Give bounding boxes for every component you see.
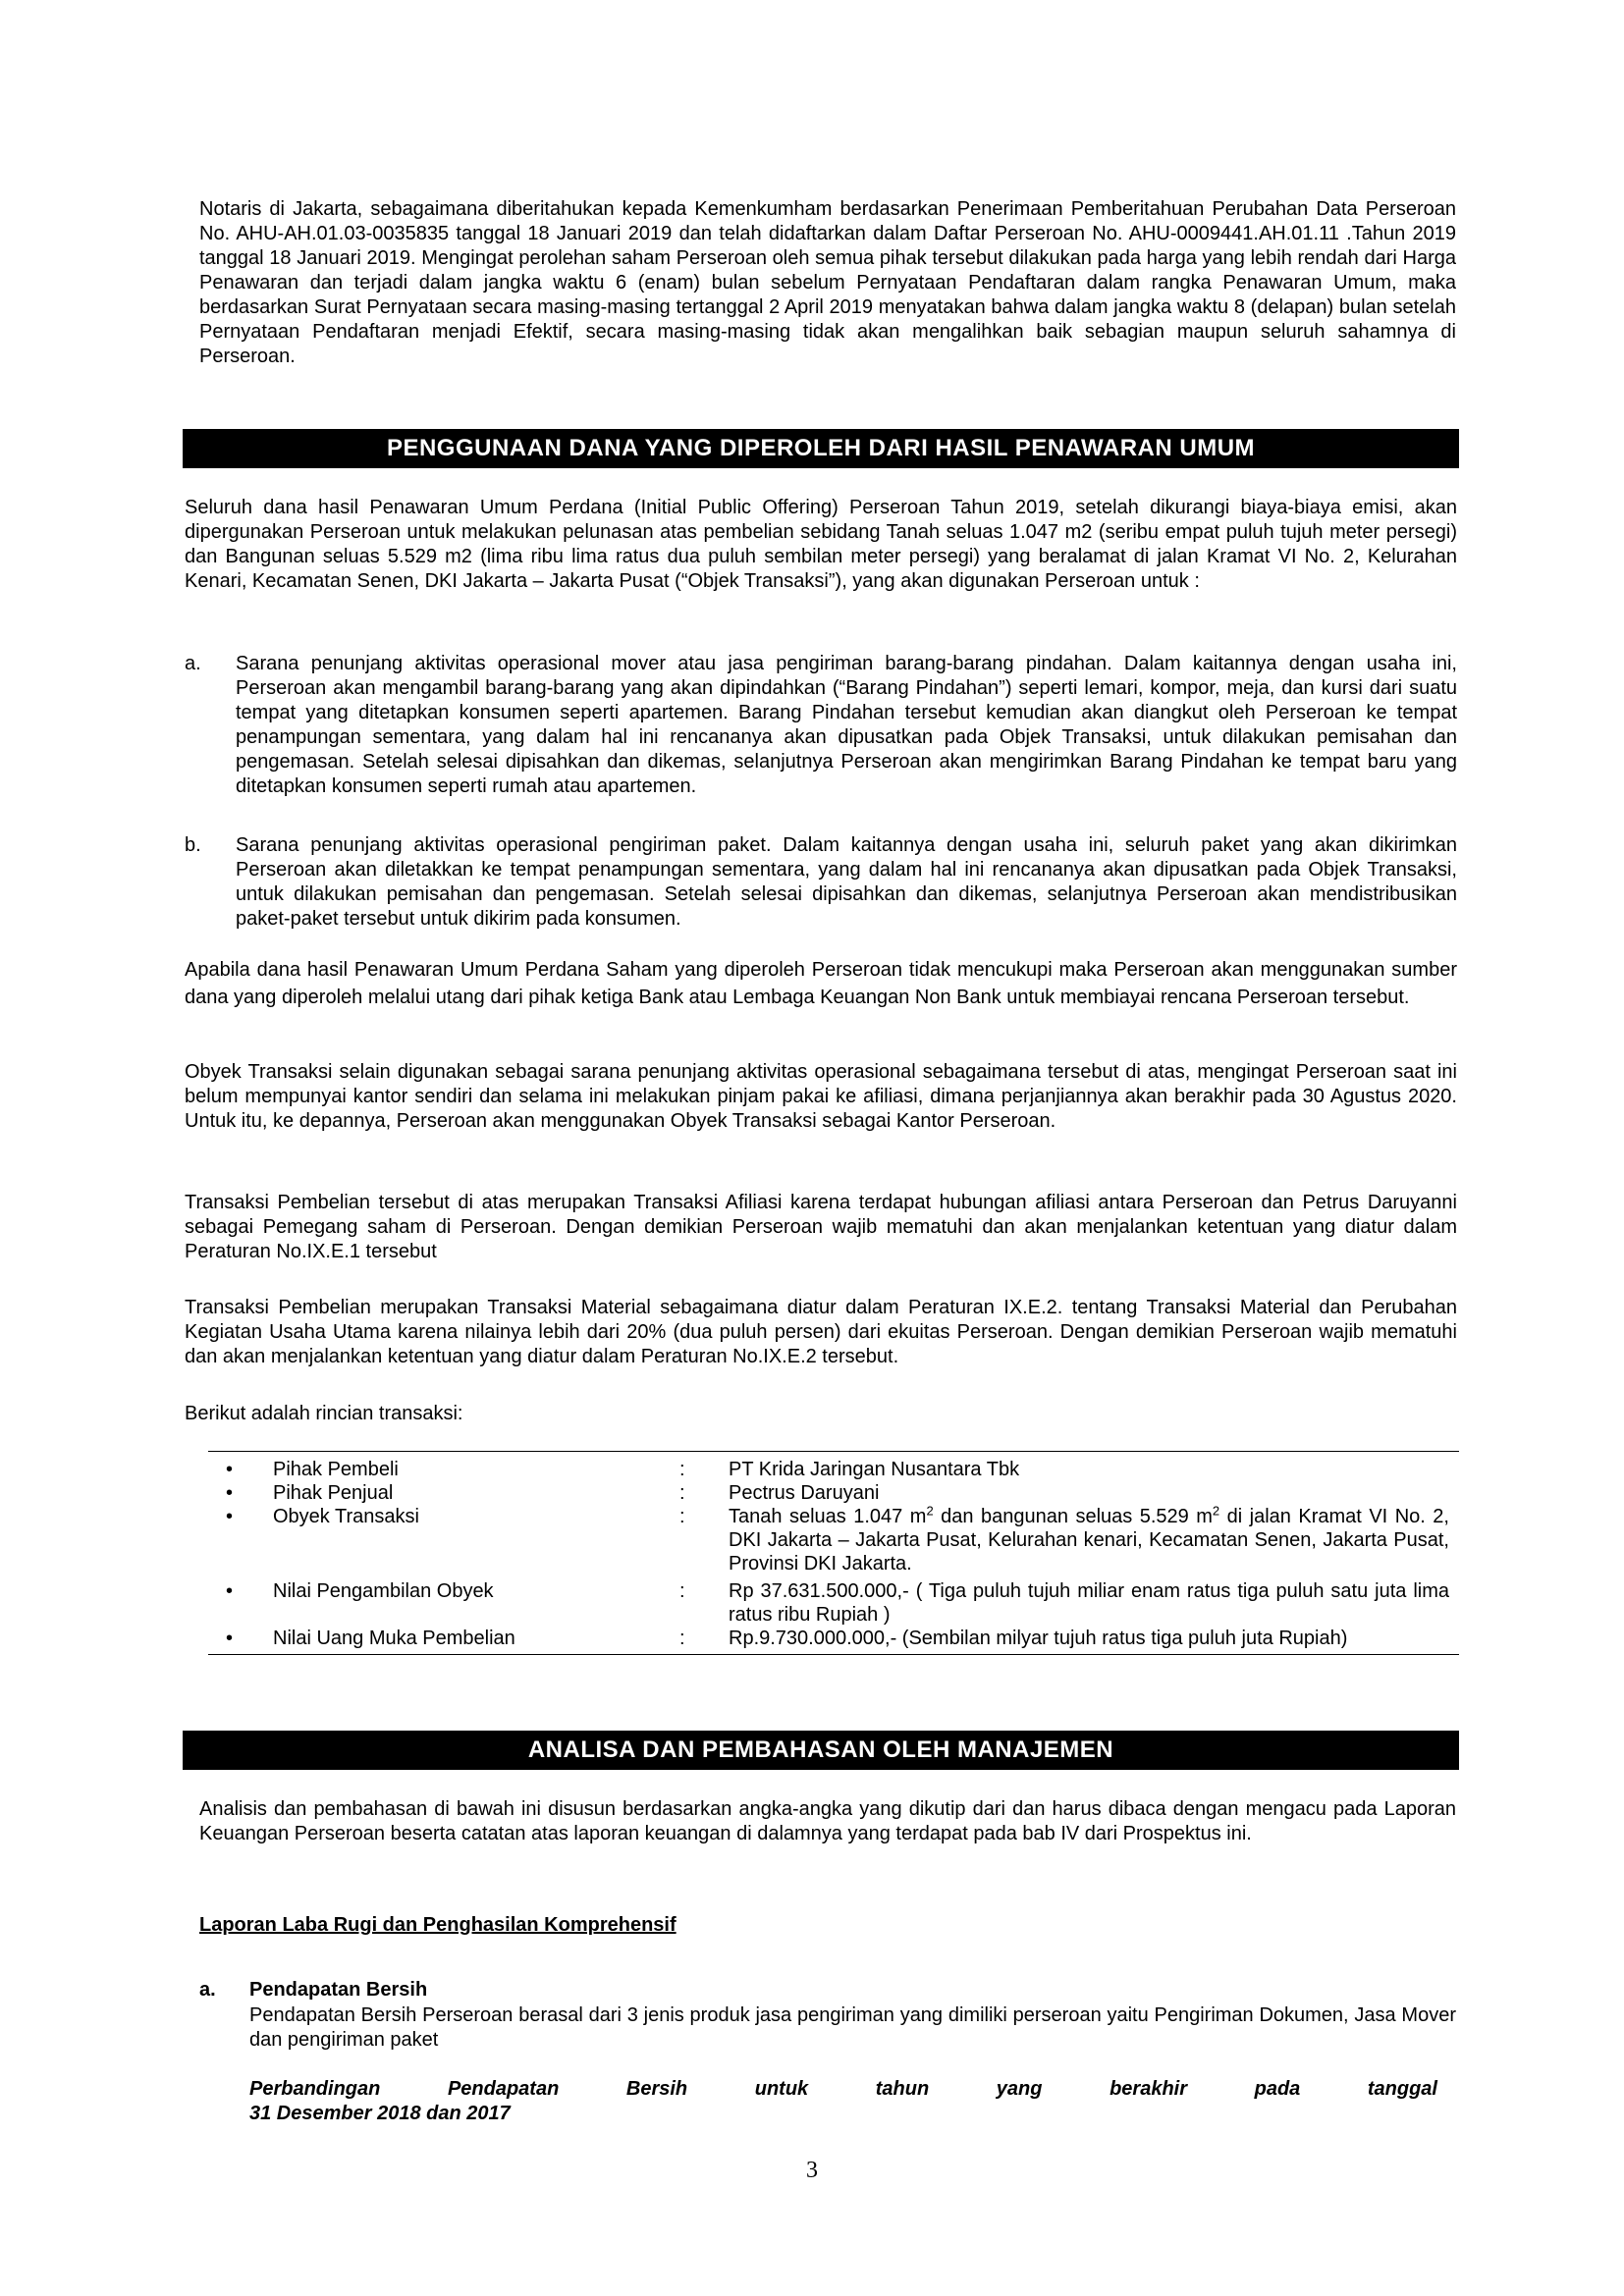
value-part: di jalan Kramat VI No. 2, DKI Jakarta – Jakarta Pusat, Kelurahan kenari, Kecamatan Senen, Jakarta Pusat, Provinsi DKI Jakarta. [729,1506,1449,1575]
transaction-details-table [208,1451,1459,1655]
item-marker-a: a. [199,1979,216,2001]
item-title-pendapatan-bersih: Pendapatan Bersih [249,1979,428,2001]
list-item-text: Sarana penunjang aktivitas operasional pengiriman paket. Dalam kaitannya dengan usaha ini, seluruh paket yang akan dikirimkan Perseroan akan diletakkan ke tempat penampungan sementara, yang dalam hal ini rencananya akan dipusatkan pada Objek Transaksi, untuk dilakukan pemisahan dan pengemasan. Setelah selesai dipisahkan dan dikemas, selanjutnya Perseroan akan mendistribusikan paket-paket tersebut untuk dikirim pada konsumen. [236,834,1457,930]
list-marker: a. [185,653,201,674]
bullet: • [226,1482,234,1504]
row-value: Rp.9.730.000.000,- (Sembilan milyar tujuh ratus tiga puluh juta Rupiah) [729,1628,1348,1649]
section-heading-penggunaan-dana: PENGGUNAAN DANA YANG DIPEROLEH DARI HASIL PENAWARAN UMUM [183,429,1459,468]
row-label: Pihak Pembeli [273,1459,399,1480]
row-colon: : [679,1580,685,1602]
table-row [208,1579,1459,1627]
section1-paragraph-4: Transaksi Pembelian tersebut di atas merupakan Transaksi Afiliasi karena terdapat hubungan afiliasi antara Perseroan dan Petrus Daruyanni sebagai Pemegang saham di Perseroan. Dengan demikian Perseroan wajib mematuhi dan akan menjalankan ketentuan yang diatur dalam Peraturan No.IX.E.1 tersebut [185,1192,1457,1262]
list-item-a [185,652,1457,809]
superscript: 2 [926,1503,934,1519]
table-row [208,1505,1459,1575]
row-label: Nilai Pengambilan Obyek [273,1580,494,1602]
section1-paragraph-6: Berikut adalah rincian transaksi: [185,1403,463,1424]
row-label: Nilai Uang Muka Pembelian [273,1628,515,1649]
value-part: dan bangunan seluas 5.529 m [933,1506,1213,1527]
page-number: 3 [806,2158,818,2183]
value-part: Tanah seluas 1.047 m [729,1506,927,1527]
section-heading-analisa: ANALISA DAN PEMBAHASAN OLEH MANAJEMEN [183,1731,1459,1770]
row-value: Rp 37.631.500.000,- ( Tiga puluh tujuh miliar enam ratus tiga puluh satu juta lima ratus ribu Rupiah ) [729,1580,1449,1626]
bullet: • [226,1628,234,1649]
section1-paragraph-3: Obyek Transaksi selain digunakan sebagai sarana penunjang aktivitas operasional sebagaimana tersebut di atas, mengingat Perseroan saat ini belum mempunyai kantor sendiri dan selama ini melakukan pinjam pakai ke afiliasi, dimana perjanjiannya akan berakhir pada 30 Agustus 2020. Untuk itu, ke depannya, Perseroan akan menggunakan Obyek Transaksi sebagai Kantor Perseroan. [185,1061,1457,1132]
subheading-laba-rugi: Laporan Laba Rugi dan Penghasilan Komprehensif [199,1914,677,1936]
table-row [208,1458,1459,1481]
bullet: • [226,1580,234,1602]
table-row [208,1481,1459,1505]
row-value [729,1505,1459,1575]
section2-paragraph-1: Analisis dan pembahasan di bawah ini disusun berdasarkan angka-angka yang dikutip dari dan harus dibaca dengan mengacu pada Laporan Keuangan Perseroan beserta catatan atas laporan keuangan di dalamnya yang terdapat pada bab IV dari Prospektus ini. [199,1798,1456,1844]
list-item-text: Sarana penunjang aktivitas operasional mover atau jasa pengiriman barang-barang pindahan. Dalam kaitannya dengan usaha ini, Perseroan akan mengambil barang-barang yang akan dipindahkan (“Barang Pindahan”) seperti lemari, kompor, meja, dan kursi dari suatu tempat yang ditetapkan konsumen seperti apartemen. Barang Pindahan tersebut kemudian akan diangkut oleh Perseroan ke tempat penampungan sementara, yang dalam hal ini rencananya akan dipusatkan pada Objek Transaksi, untuk dilakukan pemisahan dan pengemasan. Setelah selesai dipisahkan dan dikemas, selanjutnya Perseroan akan mengirimkan Barang Pindahan ke tempat baru yang ditetapkan konsumen seperti rumah atau apartemen. [236,653,1457,797]
row-colon: : [679,1628,685,1649]
intro-paragraph: Notaris di Jakarta, sebagaimana diberitahukan kepada Kemenkumham berdasarkan Penerimaan Pemberitahuan Perubahan Data Perseroan No. AHU-AH.01.03-0035835 tanggal 18 Januari 2019 dan telah didaftarkan dalam Daftar Perseroan No. AHU-0009441.AH.01.11 .Tahun 2019 tanggal 18 Januari 2019. Mengingat perolehan saham Perseroan oleh semua pihak tersebut dilakukan pada harga yang lebih rendah dari Harga Penawaran dan terjadi dalam jangka waktu 6 (enam) bulan sebelum Pernyataan Pendaftaran dalam rangka Penawaran Umum, maka berdasarkan Surat Pernyataan secara masing-masing tertanggal 2 April 2019 menyatakan bahwa dalam jangka waktu 8 (delapan) bulan setelah Pernyataan Pendaftaran menjadi Efektif, secara masing-masing tidak akan mengalihkan baik sebagian maupun seluruh sahamnya di Perseroan. [199,198,1456,367]
list-marker: b. [185,834,201,856]
bullet: • [226,1459,234,1480]
row-value: Pectrus Daruyani [729,1482,880,1504]
row-label: Obyek Transaksi [273,1506,419,1527]
comparison-title-line-2: 31 Desember 2018 dan 2017 [249,2103,511,2124]
row-colon: : [679,1506,685,1527]
superscript: 2 [1212,1503,1220,1519]
row-colon: : [679,1459,685,1480]
bullet: • [226,1506,234,1527]
pendapatan-bersih-text: Pendapatan Bersih Perseroan berasal dari 3 jenis produk jasa pengiriman yang dimiliki perseroan yaitu Pengiriman Dokumen, Jasa Mover dan pengiriman paket [249,2004,1456,2051]
row-colon: : [679,1482,685,1504]
table-row [208,1627,1459,1650]
section1-paragraph-1: Seluruh dana hasil Penawaran Umum Perdana (Initial Public Offering) Perseroan Tahun 2019, setelah dikurangi biaya-biaya emisi, akan dipergunakan Perseroan untuk melakukan pelunasan atas pembelian sebidang Tanah seluas 1.047 m2 (seribu empat puluh tujuh meter persegi) dan Bangunan seluas 5.529 m2 (lima ribu lima ratus dua puluh sembilan meter persegi) yang beralamat di jalan Kramat VI No. 2, Kelurahan Kenari, Kecamatan Senen, DKI Jakarta – Jakarta Pusat (“Objek Transaksi”), yang akan digunakan Perseroan untuk : [185,497,1457,592]
comparison-title-line-1: Perbandingan Pendapatan Bersih untuk tahun yang berakhir pada tanggal [249,2078,1437,2100]
section1-paragraph-5: Transaksi Pembelian merupakan Transaksi Material sebagaimana diatur dalam Peraturan IX.E.2. tentang Transaksi Material dan Perubahan Kegiatan Usaha Utama karena nilainya lebih dari 20% (dua puluh persen) dari ekuitas Perseroan. Dengan demikian Perseroan wajib mematuhi dan akan menjalankan ketentuan yang diatur dalam Peraturan No.IX.E.2 tersebut. [185,1297,1457,1367]
section1-paragraph-2: Apabila dana hasil Penawaran Umum Perdana Saham yang diperoleh Perseroan tidak mencukupi maka Perseroan akan menggunakan sumber dana yang diperoleh melalui utang dari pihak ketiga Bank atau Lembaga Keuangan Non Bank untuk membiayai rencana Perseroan tersebut. [185,959,1457,1008]
row-value: PT Krida Jaringan Nusantara Tbk [729,1459,1020,1480]
list-item-b [185,833,1457,941]
row-label: Pihak Penjual [273,1482,394,1504]
